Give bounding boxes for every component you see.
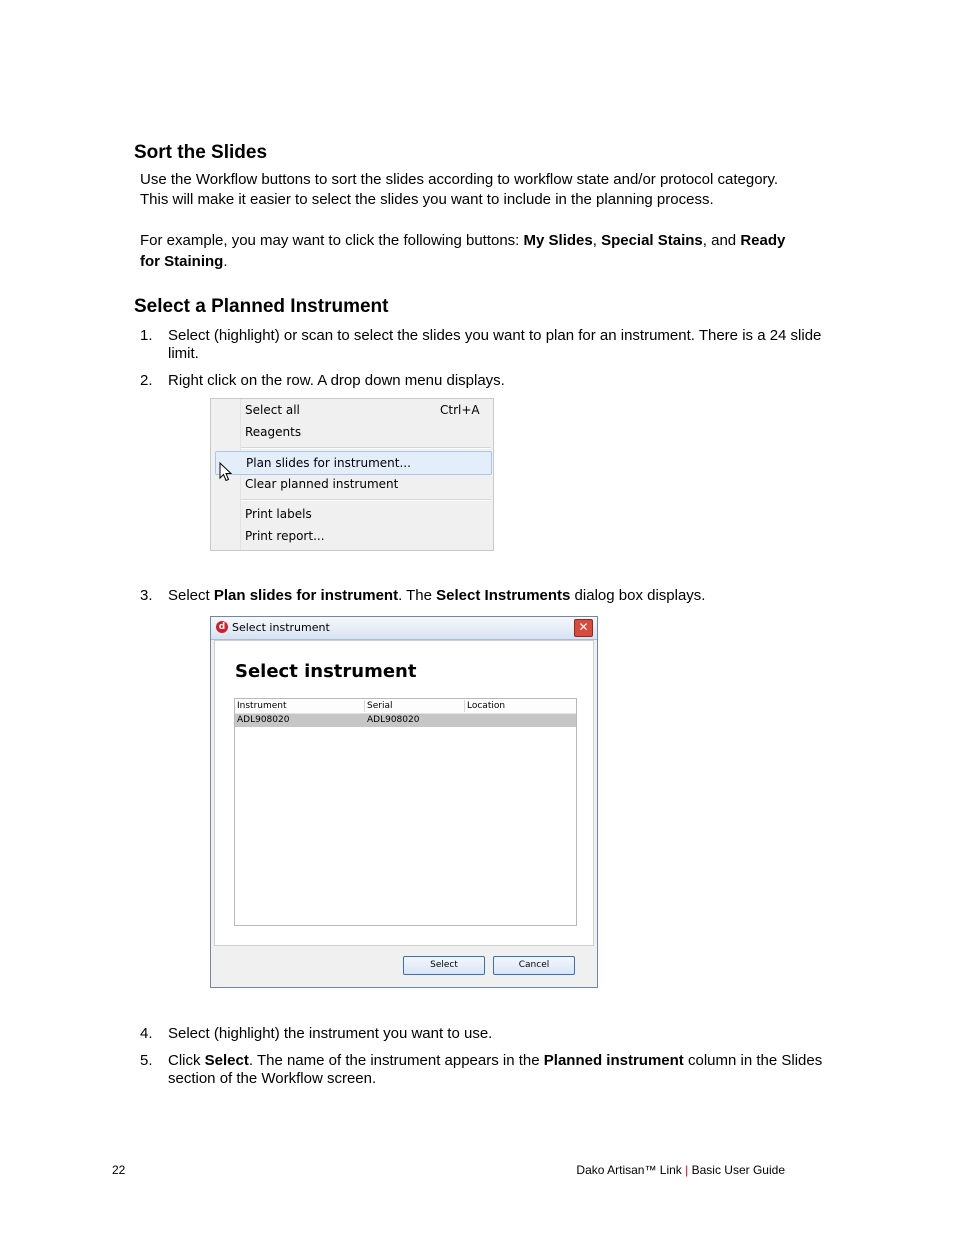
menu-item-select-all[interactable] [245, 399, 489, 421]
bold-for-staining: for Staining [140, 253, 224, 270]
menu-item-clear-planned[interactable] [245, 473, 489, 495]
text: Select [168, 587, 214, 604]
menu-item-label: Print report... [245, 529, 325, 543]
close-button[interactable]: ✕ [574, 619, 593, 637]
section-heading-select-instrument: Select a Planned Instrument [134, 296, 389, 317]
column-header-serial[interactable]: Serial [367, 701, 393, 711]
list-item-step-1 [140, 327, 830, 363]
menu-item-label: Plan slides for instrument... [246, 456, 411, 470]
text-line: Use the Workflow buttons to sort the slides according to workflow state and/or protocol category. [140, 171, 779, 188]
cell-instrument: ADL908020 [237, 715, 290, 725]
cancel-button[interactable]: Cancel [493, 956, 575, 975]
menu-item-label: Print labels [245, 507, 312, 521]
list-item-step-4 [140, 1025, 830, 1043]
table-header [235, 699, 576, 714]
step-text: Select (highlight) or scan to select the slides you want to plan for an instrument. There is a 24 slide limit. [168, 327, 822, 362]
list-item-step-3 [140, 587, 830, 605]
dialog-heading: Select instrument [235, 661, 417, 682]
text: column in the Slides section of the Workflow screen. [168, 1052, 823, 1087]
section-heading-sort-slides: Sort the Slides [134, 142, 268, 163]
text: . The name of the instrument appears in the [248, 1052, 544, 1069]
footer-title [576, 1163, 785, 1177]
select-button[interactable]: Select [403, 956, 485, 975]
column-divider [464, 700, 465, 712]
menu-item-reagents[interactable] [245, 421, 489, 443]
bold-special-stains: Special Stains [601, 232, 703, 249]
text: . The [398, 587, 437, 604]
table-row[interactable] [235, 714, 576, 727]
menu-item-label: Select all [245, 403, 300, 417]
text: . [223, 253, 228, 270]
footer-guide: Basic User Guide [691, 1163, 785, 1177]
step-number: 3. [140, 587, 153, 604]
paragraph-sort-intro [140, 170, 840, 210]
bold-my-slides: My Slides [523, 232, 593, 249]
menu-item-label: Reagents [245, 425, 302, 439]
select-instrument-dialog [210, 616, 598, 988]
cell-serial: ADL908020 [367, 715, 420, 725]
menu-item-plan-slides[interactable] [215, 451, 492, 475]
bold-select: Select [204, 1052, 249, 1069]
footer-product: Dako Artisan™ Link [576, 1163, 682, 1177]
step-number: 4. [140, 1025, 153, 1042]
page-number: 22 [112, 1163, 126, 1177]
step-text [168, 587, 830, 605]
step-number: 1. [140, 327, 153, 344]
footer-separator: | [685, 1163, 689, 1177]
menu-separator [241, 447, 491, 449]
dialog-footer [214, 945, 594, 984]
menu-item-print-labels[interactable] [245, 503, 489, 525]
dialog-titlebar [211, 617, 597, 640]
step-number: 5. [140, 1052, 153, 1069]
step-number: 2. [140, 372, 153, 389]
menu-separator [241, 499, 491, 501]
dialog-title: Select instrument [232, 621, 330, 634]
menu-item-label: Clear planned instrument [245, 477, 399, 491]
text-line: This will make it easier to select the slides you want to include in the planning process. [140, 191, 714, 208]
column-divider [364, 700, 365, 712]
instrument-table [234, 698, 577, 926]
bold-plan-slides: Plan slides for instrument [213, 587, 399, 604]
paragraph-example [140, 230, 840, 272]
bold-planned-instrument: Planned instrument [543, 1052, 684, 1069]
context-menu [210, 398, 494, 551]
step-text [168, 1052, 830, 1088]
bold-select-instruments: Select Instruments [436, 587, 571, 604]
step-text: Right click on the row. A drop down menu displays. [168, 372, 505, 389]
text: Click [168, 1052, 205, 1069]
list-item-step-2 [140, 372, 830, 390]
dialog-body [214, 640, 594, 984]
menu-item-print-report[interactable] [245, 525, 489, 547]
list-item-step-5 [140, 1052, 830, 1088]
menu-item-shortcut: Ctrl+A [440, 403, 480, 417]
mouse-cursor-icon [219, 462, 233, 482]
text: dialog box displays. [570, 587, 706, 604]
column-header-location[interactable]: Location [467, 701, 506, 711]
step-text: Select (highlight) the instrument you want to use. [168, 1025, 493, 1042]
column-header-instrument[interactable]: Instrument [237, 701, 287, 711]
app-logo-icon: d [216, 621, 228, 633]
text: For example, you may want to click the following buttons: [140, 232, 524, 249]
text: , and [702, 232, 741, 249]
bold-ready: Ready [740, 232, 786, 249]
text: , [592, 232, 602, 249]
